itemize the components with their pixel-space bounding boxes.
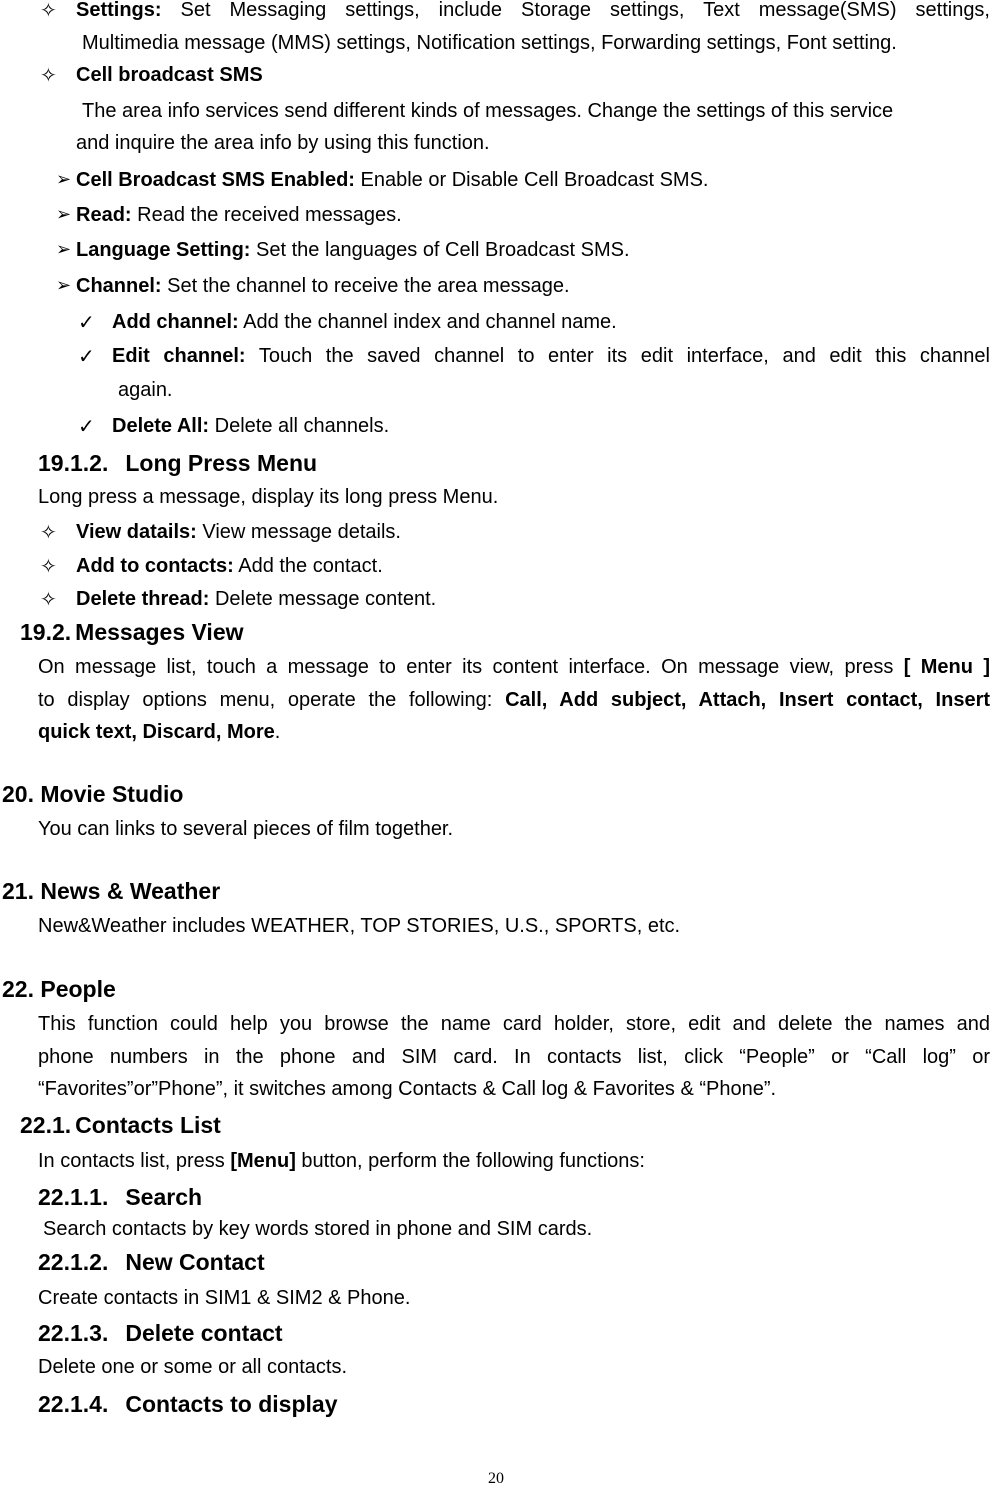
- section-19-2-line-3: quick text, Discard, More.: [38, 721, 281, 743]
- section-22-1-heading: 22.1. Contacts List: [20, 1112, 221, 1138]
- section-20-desc: You can links to several pieces of film together.: [38, 818, 454, 840]
- section-22-1-3-desc: Delete one or some or all contacts.: [38, 1356, 348, 1378]
- check-bullet-icon: ✓: [78, 344, 95, 368]
- section-22-1-1-desc: Search contacts by key words stored in phone and SIM cards.: [43, 1218, 593, 1240]
- arrow-bullet-icon: ➢: [56, 275, 72, 296]
- section-19-2-line-2: to display options menu, operate the following: Call, Add subject, Attach, Insert contact, Insert: [38, 689, 991, 711]
- delete-thread-item: Delete thread: Delete message content.: [76, 588, 437, 610]
- cb-delete-all-item: Delete All: Delete all channels.: [112, 415, 390, 437]
- settings-line: Settings: Set Messaging settings, include Storage settings, Text message(SMS) settings,: [76, 0, 990, 21]
- section-22-1-desc: In contacts list, press [Menu] button, perform the following functions:: [38, 1150, 645, 1172]
- section-22-1-4-heading: 22.1.4. Contacts to display: [38, 1391, 338, 1417]
- cb-read-item: Read: Read the received messages.: [76, 204, 402, 226]
- view-details-item: View datails: View message details.: [76, 521, 401, 543]
- cell-broadcast-heading: Cell broadcast SMS: [76, 64, 263, 86]
- section-21-desc: New&Weather includes WEATHER, TOP STORIES, U.S., SPORTS, etc.: [38, 915, 681, 937]
- section-22-line-2: phone numbers in the phone and SIM card. In contacts list, click “People” or “Call log” or: [38, 1046, 990, 1068]
- section-22-line-1: This function could help you browse the name card holder, store, edit and delete the names and: [38, 1013, 990, 1035]
- diamond-bullet-icon: ✧: [40, 63, 57, 87]
- cell-broadcast-desc-2: and inquire the area info by using this function.: [76, 132, 490, 154]
- diamond-bullet-icon: ✧: [40, 0, 57, 22]
- cb-edit-channel-cont: again.: [118, 379, 173, 401]
- section-22-1-1-heading: 22.1.1. Search: [38, 1184, 203, 1210]
- cb-language-item: Language Setting: Set the languages of Cell Broadcast SMS.: [76, 239, 630, 261]
- section-19-2-heading: 19.2. Messages View: [20, 619, 244, 645]
- diamond-bullet-icon: ✧: [40, 587, 57, 611]
- section-19-1-2-heading: 19.1.2. Long Press Menu: [38, 450, 318, 476]
- diamond-bullet-icon: ✧: [40, 554, 57, 578]
- section-19-2-line-1: On message list, touch a message to enter its content interface. On message view, press [ Menu ]: [38, 656, 990, 678]
- section-19-1-2-desc: Long press a message, display its long press Menu.: [38, 486, 499, 508]
- cb-channel-item: Channel: Set the channel to receive the area message.: [76, 275, 570, 297]
- arrow-bullet-icon: ➢: [56, 169, 72, 190]
- section-22-1-2-heading: 22.1.2. New Contact: [38, 1249, 265, 1275]
- arrow-bullet-icon: ➢: [56, 204, 72, 225]
- arrow-bullet-icon: ➢: [56, 239, 72, 260]
- cb-edit-channel-item: Edit channel: Touch the saved channel to enter its edit interface, and edit this channel: [112, 345, 990, 367]
- check-bullet-icon: ✓: [78, 310, 95, 334]
- diamond-bullet-icon: ✧: [40, 520, 57, 544]
- settings-line-cont: Multimedia message (MMS) settings, Notification settings, Forwarding settings, Font setting.: [82, 32, 897, 54]
- check-bullet-icon: ✓: [78, 414, 95, 438]
- section-22-1-2-desc: Create contacts in SIM1 & SIM2 & Phone.: [38, 1287, 411, 1309]
- section-22-1-3-heading: 22.1.3. Delete contact: [38, 1320, 283, 1346]
- section-20-heading: 20. Movie Studio: [2, 781, 184, 807]
- section-22-line-3: “Favorites”or”Phone”, it switches among Contacts & Call log & Favorites & “Phone”.: [38, 1078, 777, 1100]
- cb-add-channel-item: Add channel: Add the channel index and channel name.: [112, 311, 617, 333]
- section-22-heading: 22. People: [2, 976, 116, 1002]
- cell-broadcast-desc-1: The area info services send different kinds of messages. Change the settings of this service: [82, 100, 894, 122]
- section-21-heading: 21. News & Weather: [2, 878, 221, 904]
- add-to-contacts-item: Add to contacts: Add the contact.: [76, 555, 383, 577]
- cb-enabled-item: Cell Broadcast SMS Enabled: Enable or Disable Cell Broadcast SMS.: [76, 169, 709, 191]
- page-number: 20: [488, 1470, 504, 1487]
